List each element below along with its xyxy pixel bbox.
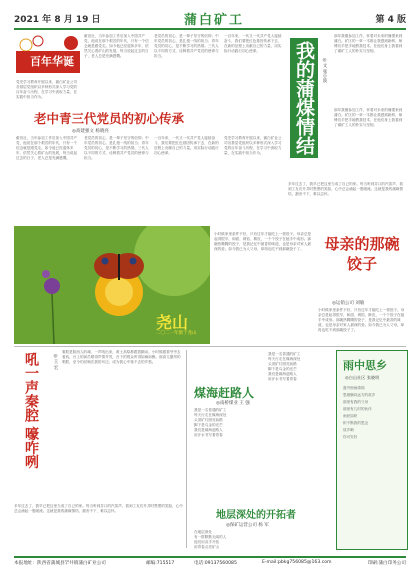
- header-bar: [14, 6, 406, 28]
- article3-text-col1: 小时候家里条件不好，只有过年才能吃上一顿饺子。母亲总是起得很早，和面、剁馅、擀皮，一个个饺子在她手中成形。那碗热腾腾的饺子，是我记忆中最香的味道，也是母亲对家人最深的爱。如今我已为人父母，却再也吃不到那碗饺子了。: [214, 232, 312, 252]
- article2-byline: ◎文 张小波: [322, 58, 327, 83]
- article1-title: 老中青三代党员的初心传承: [34, 111, 185, 126]
- article4-byline: ◎王 宏: [53, 354, 58, 370]
- poem-line: 有一群默默无闻的人: [194, 535, 227, 540]
- article4-text: 秦腔是陕西人的魂，一声吼出来，黄土高原都跟着颤动。小时候跟着爷爷去看戏，台上的演员唱得声情并茂，台下的观众听得如痴如醉。那高亢激昂的唱腔，至今仍回响在我的耳边，成为我心中抹不去的乡愁。: [62, 350, 181, 365]
- footer-address: 本报地址：陕西省蒲城县罕井镇蒲白矿业公司: [14, 561, 106, 566]
- poem1-lines-b: [268, 352, 328, 502]
- footer-printer: 印刷:蒲白印务公司: [367, 561, 406, 566]
- poem2-title: 地层深处的开拓者: [216, 510, 296, 521]
- intro-text: 党史学习教育开展以来，蒲白矿业公司各基层党组织以多种形式深入学习党的百年奋斗历程，在学习中汲取力量，在实践中担当作为。: [16, 80, 78, 100]
- poem-line: 他们用双手开拓: [194, 540, 220, 545]
- article3-byline: ◎运销公司 刘敏: [332, 301, 365, 306]
- page-number: 第 4 版: [375, 15, 406, 25]
- poem-line: 每天行走在煤海深处: [268, 357, 301, 362]
- poem-line: 织不断我的思念: [343, 421, 369, 425]
- poem2-lines: [194, 530, 328, 550]
- poem1-title: 煤海赶路人: [194, 386, 255, 400]
- article3-title: 母亲的那碗饺子: [324, 235, 400, 273]
- poem-line: 我是一名普通的矿工: [268, 352, 301, 356]
- article2-text3: 那年我刚参加工作，怀着对未来的憧憬来到蒲白。矿区的一草一木都让我感到新鲜，师傅们手把手地教我技术，在他们身上我看到了煤矿工人的朴实与坚韧。: [334, 108, 403, 128]
- poem1-lines: [194, 408, 264, 504]
- poem-line: 用汗水书写着青春: [194, 433, 223, 438]
- article2-title: 我的蒲煤情结: [290, 38, 318, 158]
- poem-line: 我们是煤海赶路人: [268, 372, 297, 377]
- photo-frame: [14, 226, 210, 344]
- divider-v1: [186, 350, 187, 548]
- poem-line: 脚下是乌金的光芒: [268, 367, 297, 372]
- article1-body-3: 一百年来，一代又一代共产党人接续奋斗，我们要把红色基因传承下去，在新的征程上贡献自己的力量，用实际行动践行初心使命。: [154, 136, 219, 156]
- article2-text2: 多年过去了，我早已把这里当成了自己的家。每当听到井口的汽笛声，看到工友们升井时黑黑的笑脸，心中总会涌起一股暖流。这就是我的蒲煤情结，割舍不下，难以忘怀。: [288, 182, 403, 197]
- poem-line: 思绪飘向远方的故乡: [343, 393, 376, 397]
- article1-body-2: 老党员的初心，是一辈子坚守的信仰；中年党员的初心，是扎根一线的担当；青年党员的初心，是不断学习的热情。三代人以不同的方式，诠释着共产党员的使命与担当。: [84, 136, 149, 161]
- article3-text-col2: 小时候家里条件不好，只有过年才能吃上一顿饺子。母亲总是起得很早，和面、剁馅、擀皮，一个个饺子在她手中成形。那碗热腾腾的饺子，是我记忆中最香的味道，也是母亲对家人最深的爱。如今我已为人父母，却再也吃不到那碗饺子了。: [318, 308, 405, 333]
- article2-text1: 那年我刚参加工作，怀着对未来的憧憬来到蒲白。矿区的一草一木都让我感到新鲜，师傅们手把手地教我技术，在他们身上我看到了煤矿工人的朴实与坚韧。: [334, 34, 403, 54]
- footer: [14, 560, 406, 570]
- poem-line: 每天行走在煤海深处: [194, 413, 227, 418]
- masthead: 蒲白矿工: [184, 13, 245, 28]
- article1-col3: 一百年来，一代又一代共产党人接续奋斗，我们要把红色基因传承下去，在新的征程上贡献自己的力量，用实际行动践行初心使命。: [224, 34, 282, 54]
- footer-rule: [14, 556, 406, 558]
- article1-col1: 翟田社，当年参加工作后加入中国共产党，他说在那个艰苦的年代，只有一个信念就是跟党走。如今他已经退休多年，依然关心着矿山的发展，每当说起过去的日子，老人总是充满感慨。: [84, 34, 149, 59]
- poem-line: 那里有我的父母: [343, 400, 369, 404]
- footer-phone: 电话:09137560085: [194, 561, 237, 566]
- footer-postcode: 邮编:715517: [146, 561, 175, 566]
- section-logo: [16, 33, 80, 77]
- poem3-title: 雨中思乡: [343, 359, 387, 372]
- poem3-lines: [343, 385, 401, 543]
- article4-text-2: 多年过去了，我早已把这里当成了自己的家。每当听到井口的汽笛声，看到工友们升井时黑黑的笑脸，心中总会涌起一股暖流。这就是我的蒲煤情结，割舍不下，难以忘怀。: [14, 504, 183, 514]
- photo-title: 尧山: [156, 313, 189, 332]
- poem-line: 头顶矿灯照亮前路: [194, 418, 223, 423]
- footer-email: E-mail:pbkg756085@163.com: [262, 560, 332, 565]
- section-logo-text: 百年华诞: [30, 55, 74, 68]
- poem-line: 脚下是乌金的光芒: [194, 423, 223, 428]
- poem-line: 在地层深处: [194, 530, 212, 534]
- article2-title-block: [288, 34, 318, 180]
- article1-body-4: 党史学习教育开展以来，蒲白矿业公司各基层党组织以多种形式深入学习党的百年奋斗历程，在学习中汲取力量，在实践中担当作为。: [224, 136, 282, 156]
- poem-line: 窗外细雨绵绵: [343, 386, 365, 390]
- poem1-byline: ◎南桥煤业 王 强: [216, 401, 250, 406]
- poem-line: 用汗水书写着青春: [268, 377, 297, 382]
- photo-caption: 二〇二一年摄于尧山: [156, 331, 197, 336]
- poem-line: 我们是煤海赶路人: [194, 428, 223, 433]
- poem-line: 我是一名普通的矿工: [194, 408, 227, 412]
- article1-col2: 老党员的初心，是一辈子坚守的信仰；中年党员的初心，是扎根一线的担当；青年党员的初心，是不断学习的热情。三代人以不同的方式，诠释着共产党员的使命与担当。: [154, 34, 219, 59]
- issue-date: 2021 年 8 月 19 日: [14, 15, 101, 25]
- article1-body: 翟田社，当年参加工作后加入中国共产党，他说在那个艰苦的年代，只有一个信念就是跟党走。如今他已经退休多年，依然关心着矿山的发展，每当说起过去的日子，老人总是充满感慨。: [16, 136, 78, 161]
- article1-byline: ◎高建强文 杨晓亮: [72, 129, 109, 134]
- poem-line: 你可安好: [343, 435, 358, 439]
- poem-line: 用青春点亮矿山: [194, 545, 220, 550]
- article4-title: 吼一声秦腔 嚎咋咧: [23, 352, 39, 469]
- poem2-byline: ◎保矿运营公司 杨 军: [226, 523, 269, 528]
- divider-h1: [14, 346, 406, 347]
- poem-line: 那里有儿时的伙伴: [343, 407, 372, 411]
- poem-line: 故乡啊: [343, 428, 354, 432]
- poem-line: 雨丝如织: [343, 414, 358, 418]
- poem3-box: [336, 350, 408, 550]
- header-rule: [14, 28, 406, 30]
- poem3-byline: ◎白山社区 张晓明: [345, 375, 380, 380]
- poem-line: 头顶矿灯照亮前路: [268, 362, 297, 367]
